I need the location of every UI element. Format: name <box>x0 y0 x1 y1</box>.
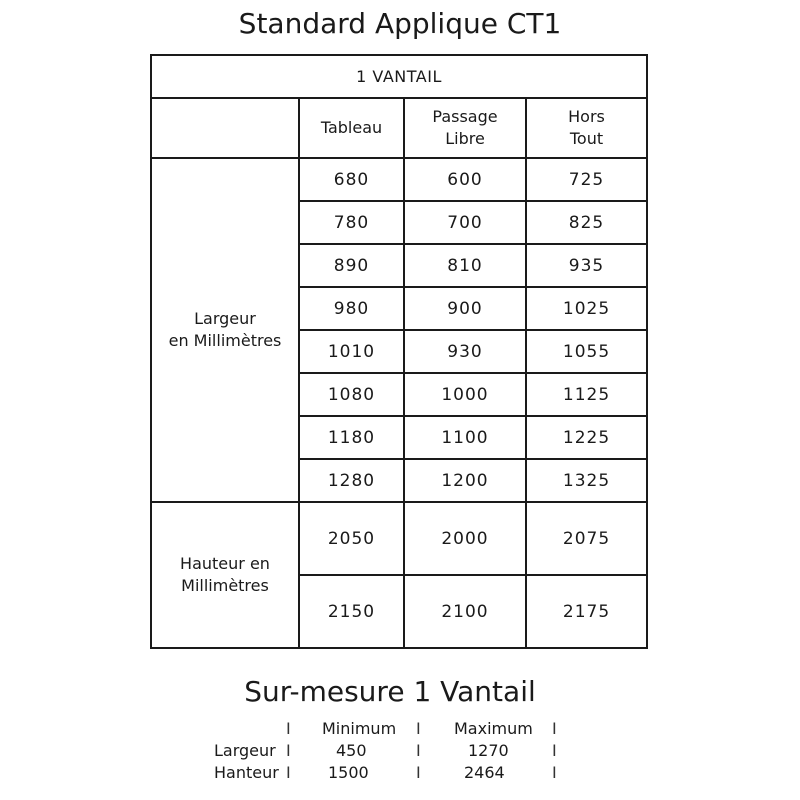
table-cell: 810 <box>404 244 526 287</box>
column-header: Tableau <box>299 98 404 158</box>
min-value: 1500 <box>328 763 369 782</box>
sur-mesure-table <box>200 718 600 788</box>
page-title: Standard Applique CT1 <box>238 7 562 40</box>
table-cell: 700 <box>404 201 526 244</box>
table-cell: 1125 <box>526 373 647 416</box>
standard-dimensions-table <box>150 54 648 649</box>
table-cell: 1010 <box>299 330 404 373</box>
separator: I <box>552 719 557 738</box>
table-cell: 930 <box>404 330 526 373</box>
table-cell: 1325 <box>526 459 647 502</box>
sur-mesure-title: Sur-mesure 1 Vantail <box>244 675 536 708</box>
table-cell: 980 <box>299 287 404 330</box>
table-cell: 1080 <box>299 373 404 416</box>
separator: I <box>416 741 421 760</box>
table-cell: 2075 <box>526 502 647 575</box>
table-cell: 2050 <box>299 502 404 575</box>
row-label: Hanteur <box>214 763 279 782</box>
table-cell: 1000 <box>404 373 526 416</box>
table-cell: 900 <box>404 287 526 330</box>
table-cell: 1055 <box>526 330 647 373</box>
table-row <box>151 158 647 201</box>
empty-header-cell <box>151 98 299 158</box>
table-cell: 600 <box>404 158 526 201</box>
table-row <box>151 502 647 575</box>
separator: I <box>286 719 291 738</box>
table-cell: 890 <box>299 244 404 287</box>
table-cell: 780 <box>299 201 404 244</box>
min-value: 450 <box>336 741 367 760</box>
row-group-label: Hauteur en Millimètres <box>151 502 299 648</box>
table-cell: 1025 <box>526 287 647 330</box>
max-value: 1270 <box>468 741 509 760</box>
separator: I <box>286 763 291 782</box>
min-header: Minimum <box>322 719 397 738</box>
separator: I <box>552 741 557 760</box>
row-label: Largeur <box>214 741 276 760</box>
column-header: Passage Libre <box>404 98 526 158</box>
table-cell: 2150 <box>299 575 404 648</box>
table-cell: 2175 <box>526 575 647 648</box>
column-header: Hors Tout <box>526 98 647 158</box>
table-cell: 2100 <box>404 575 526 648</box>
table-cell: 825 <box>526 201 647 244</box>
separator: I <box>552 763 557 782</box>
span-header: 1 VANTAIL <box>151 55 647 98</box>
max-header: Maximum <box>454 719 533 738</box>
table-cell: 935 <box>526 244 647 287</box>
row-group-label: Largeur en Millimètres <box>151 158 299 502</box>
table-cell: 1200 <box>404 459 526 502</box>
separator: I <box>286 741 291 760</box>
table-cell: 1100 <box>404 416 526 459</box>
table-cell: 680 <box>299 158 404 201</box>
table-cell: 725 <box>526 158 647 201</box>
separator: I <box>416 763 421 782</box>
separator: I <box>416 719 421 738</box>
table-cell: 1180 <box>299 416 404 459</box>
table-cell: 2000 <box>404 502 526 575</box>
table-cell: 1225 <box>526 416 647 459</box>
max-value: 2464 <box>464 763 505 782</box>
table-cell: 1280 <box>299 459 404 502</box>
